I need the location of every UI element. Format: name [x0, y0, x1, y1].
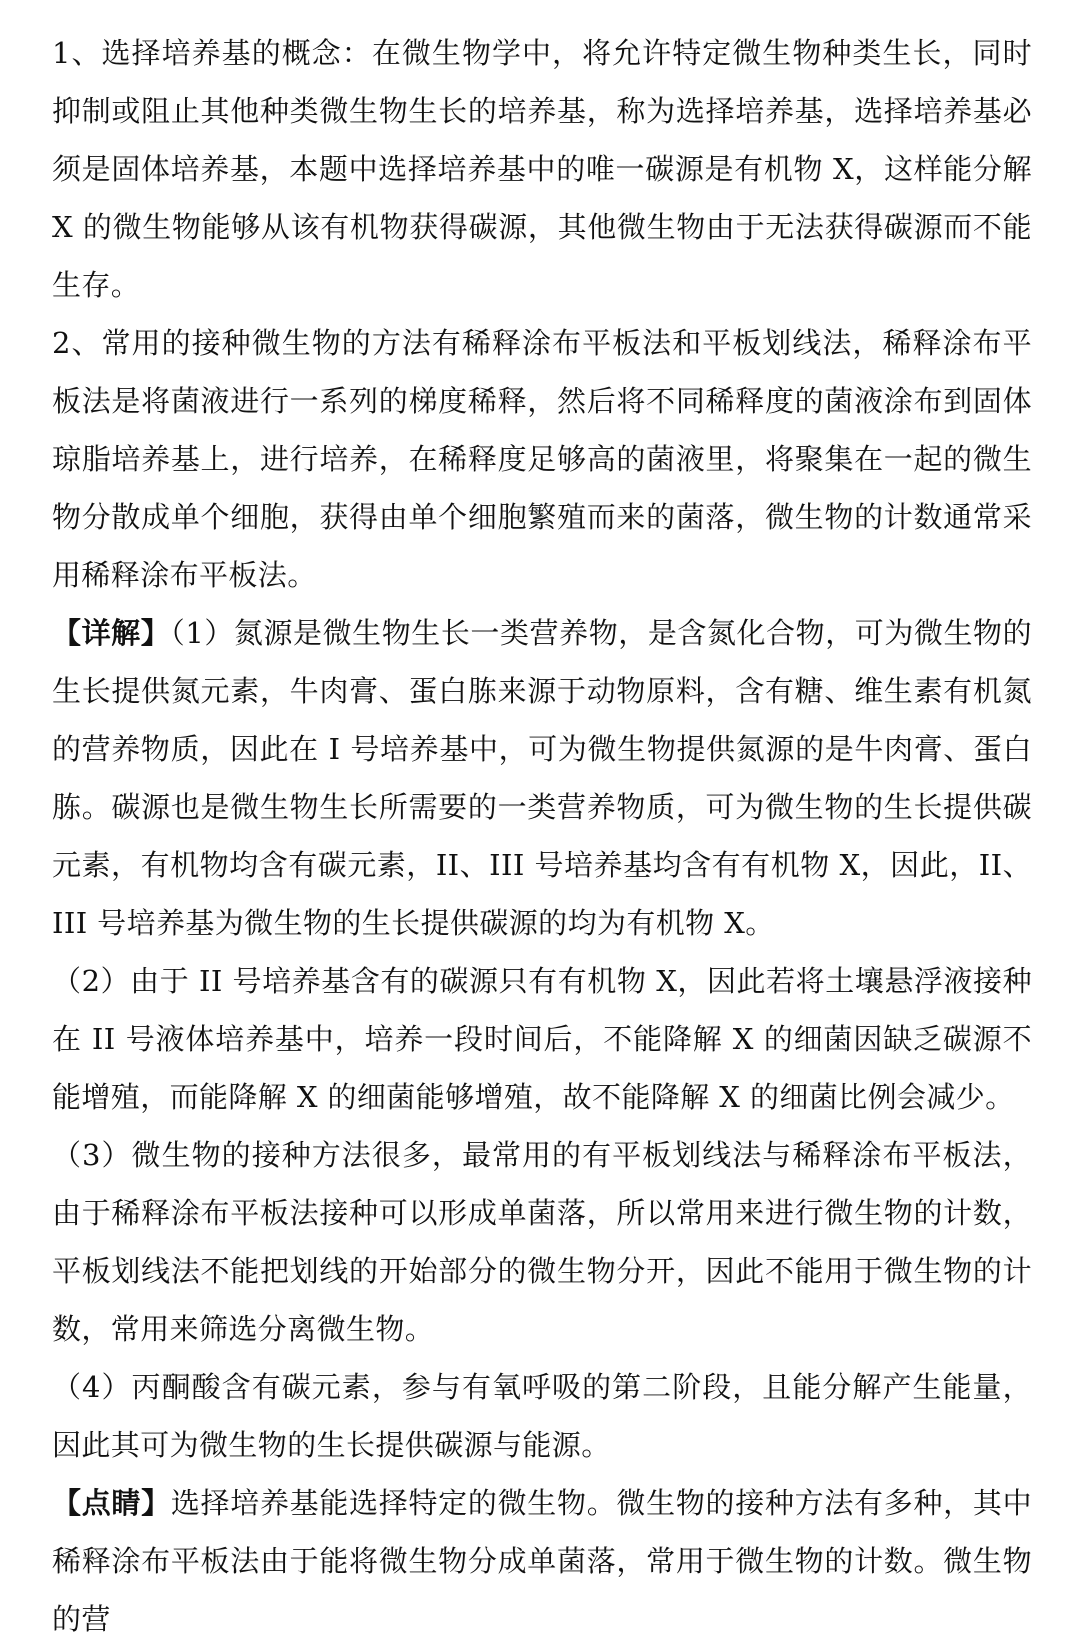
paragraph-text: （2）由于 II 号培养基含有的碳源只有有机物 X，因此若将土壤悬浮液接种在 II 号液体培养基中，培养一段时间后，不能降解 X 的细菌因缺乏碳源不能增殖，而能降解 X 的细菌能够增殖，故不能降解 X 的细菌比例会减少。	[52, 964, 1032, 1114]
paragraph-text: （1）氮源是微生物生长一类营养物，是含氮化合物，可为微生物的生长提供氮元素，牛肉膏、蛋白胨来源于动物原料，含有糖、维生素有机氮的营养物质，因此在 I 号培养基中，可为微生物提供氮源的是牛肉膏、蛋白胨。碳源也是微生物生长所需要的一类营养物质，可为微生物的生长提供碳元素，有机物均含有碳元素，II、III 号培养基均含有有机物 X，因此，II、III 号培养基为微生物的生长提供碳源的均为有机物 X。	[52, 616, 1032, 940]
paragraph-selective-medium-concept	[52, 24, 1032, 314]
paragraph-inoculation-methods	[52, 314, 1032, 604]
paragraph-detailed-answer-1	[52, 604, 1032, 952]
paragraph-text: （4）丙酮酸含有碳元素，参与有氧呼吸的第二阶段，且能分解产生能量，因此其可为微生物的生长提供碳源与能源。	[52, 1370, 1032, 1462]
document-page	[52, 24, 1032, 1648]
paragraph-key-point	[52, 1474, 1032, 1648]
paragraph-text: （3）微生物的接种方法很多，最常用的有平板划线法与稀释涂布平板法，由于稀释涂布平板法接种可以形成单菌落，所以常用来进行微生物的计数，平板划线法不能把划线的开始部分的微生物分开，因此不能用于微生物的计数，常用来筛选分离微生物。	[52, 1138, 1032, 1346]
key-point-tag: 【点睛】	[52, 1486, 171, 1520]
paragraph-answer-2	[52, 952, 1032, 1126]
paragraph-answer-4	[52, 1358, 1032, 1474]
paragraph-answer-3	[52, 1126, 1032, 1358]
paragraph-text: 1、选择培养基的概念：在微生物学中，将允许特定微生物种类生长，同时抑制或阻止其他种类微生物生长的培养基，称为选择培养基，选择培养基必须是固体培养基，本题中选择培养基中的唯一碳源是有机物 X，这样能分解 X 的微生物能够从该有机物获得碳源，其他微生物由于无法获得碳源而不能生存。	[52, 36, 1032, 302]
paragraph-text: 选择培养基能选择特定的微生物。微生物的接种方法有多种，其中稀释涂布平板法由于能将微生物分成单菌落，常用于微生物的计数。微生物的营	[52, 1486, 1032, 1636]
paragraph-text: 2、常用的接种微生物的方法有稀释涂布平板法和平板划线法，稀释涂布平板法是将菌液进行一系列的梯度稀释，然后将不同稀释度的菌液涂布到固体琼脂培养基上，进行培养，在稀释度足够高的菌液里，将聚集在一起的微生物分散成单个细胞，获得由单个细胞繁殖而来的菌落，微生物的计数通常采用稀释涂布平板法。	[52, 326, 1032, 592]
detailed-answer-tag: 【详解】	[52, 616, 171, 650]
